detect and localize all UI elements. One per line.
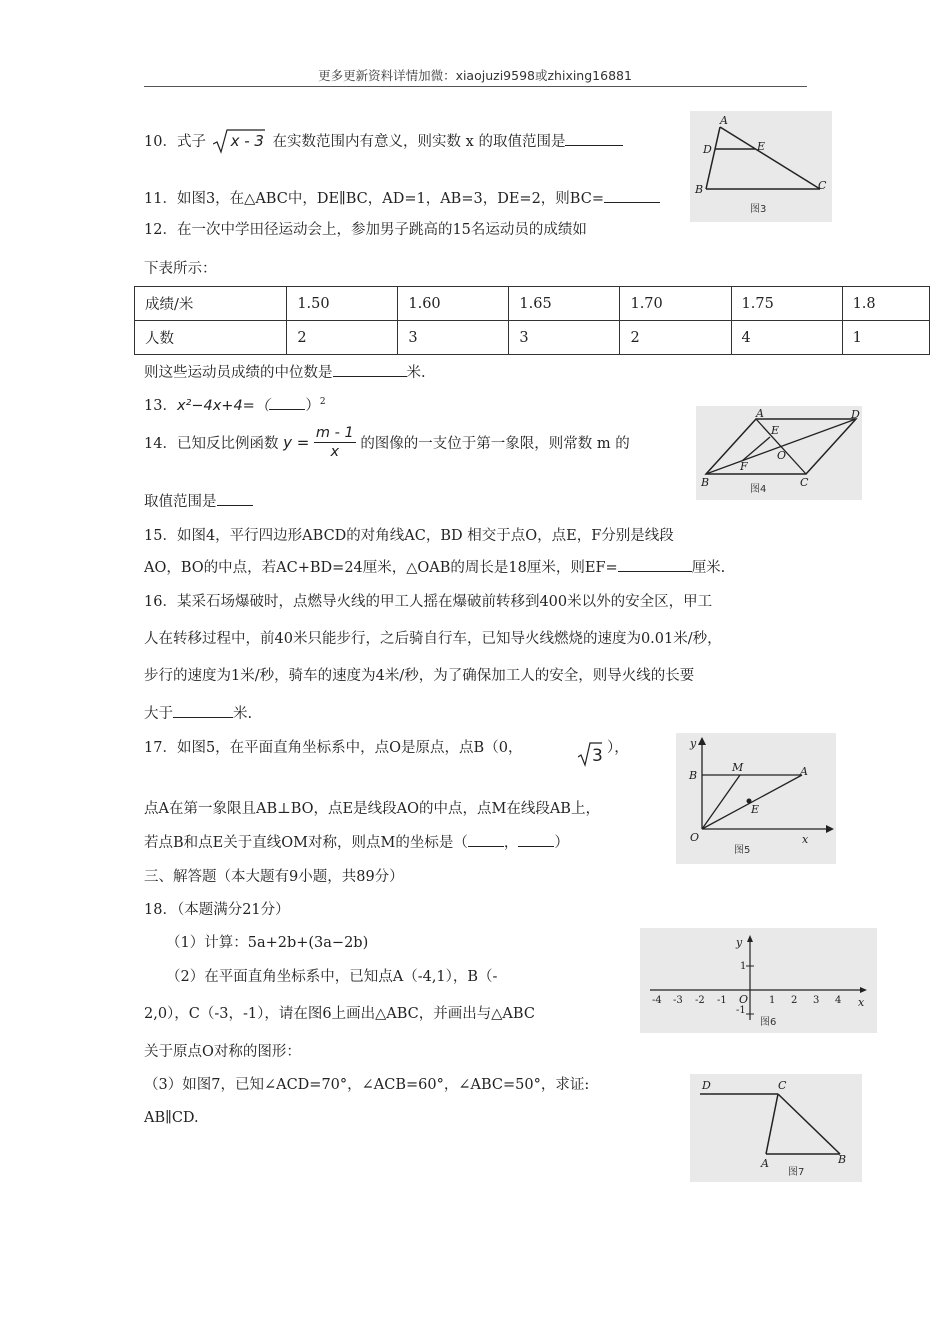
fig5-label-y: y — [690, 737, 697, 750]
fig6-ytick-1: 1 — [740, 961, 747, 972]
fig4-label-f: F — [740, 460, 748, 473]
q15-unit: 厘米. — [691, 560, 726, 576]
question-13 — [144, 394, 326, 415]
q17-line3-text: 若点B和点E关于直线OM对称，则点M的坐标是（ — [144, 835, 468, 851]
q17-line1-text: 17．如图5，在平面直角坐标系中，点O是原点，点B（0， — [144, 740, 523, 756]
table-cell: 2 — [287, 321, 398, 355]
question-10 — [144, 130, 623, 151]
radical-sign-icon — [578, 742, 604, 768]
table-cell: 成绩/米 — [135, 287, 287, 321]
table-cell: 1.50 — [287, 287, 398, 321]
fig6-xtick: 3 — [813, 995, 820, 1006]
q10-lead: 10．式子 — [144, 134, 206, 150]
q17-sqrt — [582, 746, 603, 766]
q11-text: 11．如图3，在△ABC中，DE∥BC，AD=1，AB=3，DE=2，则BC= — [144, 191, 604, 207]
figure-5-shape — [702, 775, 802, 829]
q14-fraction — [314, 424, 356, 461]
q14-answer-blank[interactable] — [217, 491, 253, 506]
q14-numerator: m - 1 — [315, 425, 354, 441]
q12-line-2: 下表所示： — [144, 261, 217, 277]
q17-close: ） — [554, 835, 569, 851]
q12-line-1: 12．在一次中学田径运动会上，参加男子跳高的15名运动员的成绩如 — [144, 222, 587, 238]
fig4-label-a: A — [756, 407, 764, 420]
q16-line4-lead: 大于 — [144, 706, 173, 722]
table-row — [135, 321, 930, 355]
q14-tail: 的图像的一支位于第一象限，则常数 m 的 — [360, 436, 630, 452]
figure-5 — [676, 733, 836, 864]
table-cell: 人数 — [135, 321, 287, 355]
q16-line-4 — [144, 702, 252, 723]
q18-part-2-line-3: 关于原点O对称的图形： — [144, 1044, 301, 1060]
fig6-label-y: y — [736, 936, 743, 949]
table-cell: 3 — [509, 321, 620, 355]
question-11 — [144, 187, 660, 208]
q17-answer-blank-x[interactable] — [468, 832, 504, 847]
fig4-label-d: D — [851, 408, 860, 421]
q13-answer-blank[interactable] — [269, 395, 305, 410]
fig3-caption: 图3 — [750, 204, 767, 215]
q10-radicand: x - 3 — [230, 132, 264, 150]
q14-line2-text: 取值范围是 — [144, 494, 217, 510]
fig5-label-b: B — [689, 769, 698, 782]
fig6-xtick: -4 — [652, 995, 662, 1006]
q13-close: ） — [305, 398, 320, 414]
q14-denominator: x — [330, 444, 340, 460]
q18-part-1: （1）计算：5a+2b+(3a−2b) — [166, 935, 369, 951]
figure-4-parallelogram — [706, 419, 856, 474]
q14-func: y = — [283, 433, 310, 452]
figure-3-triangle — [706, 127, 820, 189]
q17-line-1 — [144, 736, 522, 757]
q16-line-2: 人在转移过程中，前40米只能步行，之后骑自行车，已知导火线燃烧的速度为0.01米/秒， — [144, 631, 722, 647]
fig3-label-c: C — [818, 179, 827, 192]
fig3-label-b: B — [695, 183, 704, 196]
fig7-label-c: C — [778, 1079, 787, 1092]
q13-expr: x²−4x+4=（ — [176, 398, 270, 414]
q11-answer-blank[interactable] — [604, 188, 660, 203]
scores-table — [134, 286, 930, 355]
q16-line-1: 16．某采石场爆破时，点燃导火线的甲工人摇在爆破前转移到400米以外的安全区，甲工 — [144, 594, 713, 610]
q18-part-2-line-2: 2,0），C（-3，-1），请在图6上画出△ABC，并画出与△ABC — [144, 1006, 535, 1022]
header-rule — [144, 86, 807, 87]
table-row — [135, 287, 930, 321]
q14-line-2 — [144, 490, 253, 511]
q16-line4-unit: 米. — [233, 706, 253, 722]
fig6-ytick-neg1: -1 — [736, 1005, 746, 1016]
fig6-xtick: 2 — [791, 995, 798, 1006]
table-cell: 1 — [842, 321, 929, 355]
fig6-origin: O — [739, 993, 749, 1006]
fig6-label-x: x — [858, 996, 865, 1009]
table-cell: 2 — [620, 321, 731, 355]
q12-after — [144, 361, 426, 382]
figure-7-shape — [700, 1094, 840, 1154]
figure-7 — [690, 1074, 862, 1182]
fig5-label-o: O — [690, 831, 700, 844]
table-cell: 4 — [731, 321, 842, 355]
fig4-label-o: O — [777, 449, 787, 462]
q18-part-3-line-2: AB∥CD. — [144, 1110, 199, 1126]
fig6-xtick: -2 — [695, 995, 705, 1006]
q15-line-2 — [144, 556, 725, 577]
q10-tail: 在实数范围内有意义，则实数 x 的取值范围是 — [272, 134, 566, 150]
q18-title: 18．（本题满分21分） — [144, 902, 290, 918]
q13-power: 2 — [319, 397, 326, 408]
q12-answer-blank[interactable] — [333, 362, 407, 377]
q15-line2-text: AO，BO的中点，若AC+BD=24厘米，△OAB的周长是18厘米，则EF= — [144, 560, 618, 576]
figure-3 — [690, 111, 832, 222]
radical-sign-icon — [213, 128, 265, 154]
q17-line-2: 点A在第一象限且AB⊥BO，点E是线段AO的中点，点M在线段AB上， — [144, 801, 600, 817]
fig5-label-e: E — [751, 803, 760, 816]
q10-answer-blank[interactable] — [565, 131, 623, 146]
fig4-label-c: C — [800, 476, 809, 489]
q15-line-1: 15．如图4，平行四边形ABCD的对角线AC，BD 相交于点O，点E，F分别是线段 — [144, 528, 674, 544]
figure-6-axes — [650, 935, 867, 1020]
table-cell: 1.8 — [842, 287, 929, 321]
fig7-label-d: D — [702, 1079, 711, 1092]
page-header: 更多更新资料详情加微：xiaojuzi9598或zhixing16881 — [318, 68, 632, 83]
fig3-label-e: E — [757, 140, 766, 153]
q16-answer-blank[interactable] — [173, 703, 233, 718]
fig6-xtick: 1 — [769, 995, 776, 1006]
figure-4 — [696, 406, 862, 500]
figure-5-axes — [698, 737, 834, 833]
table-cell: 1.75 — [731, 287, 842, 321]
fig6-xtick: -1 — [717, 995, 727, 1006]
fig4-caption: 图4 — [750, 484, 767, 495]
fig7-label-b: B — [838, 1153, 847, 1166]
q13-lead: 13． — [144, 398, 177, 414]
fig3-label-d: D — [703, 143, 712, 156]
q10-sqrt — [215, 132, 264, 150]
fig7-caption: 图7 — [788, 1167, 805, 1178]
q12-after-text: 则这些运动员成绩的中位数是 — [144, 365, 333, 381]
section-3-heading: 三、解答题（本大题有9小题，共89分） — [144, 869, 404, 885]
table-cell: 1.70 — [620, 287, 731, 321]
fig3-label-a: A — [720, 114, 728, 127]
fig5-label-x: x — [802, 833, 809, 846]
q17-line-3 — [144, 831, 569, 852]
fig5-label-m: M — [732, 761, 744, 774]
fig5-caption: 图5 — [734, 845, 751, 856]
table-cell: 3 — [398, 321, 509, 355]
q17-answer-blank-y[interactable] — [518, 832, 554, 847]
question-14 — [144, 424, 630, 461]
q18-part-2-line-1: （2）在平面直角坐标系中，已知点A（-4,1），B（- — [166, 969, 498, 985]
fig6-xtick: -3 — [673, 995, 683, 1006]
table-cell: 1.60 — [398, 287, 509, 321]
fig4-label-e: E — [771, 424, 780, 437]
q17-line1-close: ）， — [607, 740, 629, 756]
fig5-label-a: A — [800, 765, 808, 778]
fig7-label-a: A — [761, 1157, 769, 1170]
q14-lead: 14．已知反比例函数 — [144, 436, 279, 452]
q15-answer-blank[interactable] — [618, 557, 692, 572]
q12-after-unit: 米. — [406, 365, 426, 381]
figure-6 — [640, 928, 877, 1033]
fig6-xtick: 4 — [835, 995, 842, 1006]
table-cell: 1.65 — [509, 287, 620, 321]
q17-radicand: 3 — [592, 746, 603, 766]
q17-comma: ， — [503, 835, 519, 851]
fig6-caption: 图6 — [760, 1017, 777, 1028]
fig4-label-b: B — [701, 476, 710, 489]
q16-line-3: 步行的速度为1米/秒，骑车的速度为4米/秒，为了确保加工人的安全，则导火线的长要 — [144, 668, 695, 684]
q18-part-3-line-1: （3）如图7，已知∠ACD=70°，∠ACB=60°，∠ABC=50°，求证: — [144, 1077, 590, 1093]
